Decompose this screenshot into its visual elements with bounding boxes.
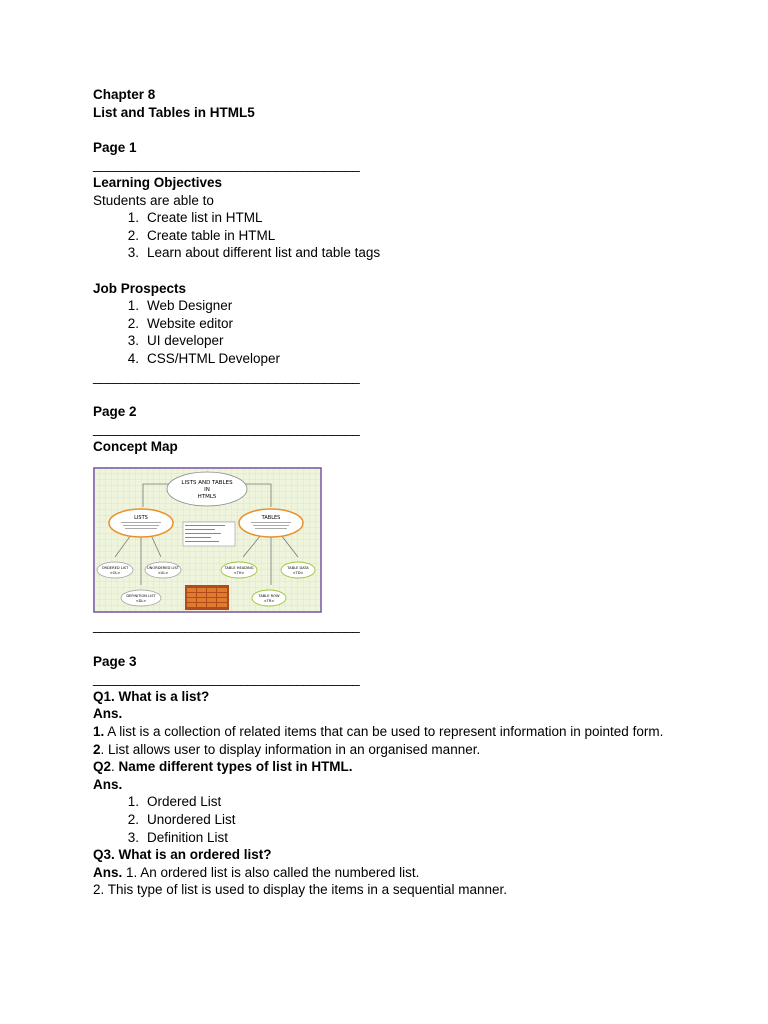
list-number: 2. [127, 227, 139, 243]
question-separator: . [111, 759, 119, 775]
divider-rule: ______________________________________ [93, 368, 360, 384]
list-text: Unordered List [147, 812, 236, 827]
concept-map-diagram [93, 467, 322, 613]
answer-3-point-2: 2. This type of list is used to display the items in a sequential manner. [93, 882, 507, 898]
sample-table-graphic [185, 585, 229, 610]
list-item [93, 350, 693, 368]
point-text: 1. An ordered list is also called the numbered list. [122, 864, 420, 880]
page2-label: Page 2 [93, 403, 137, 419]
lists-node [109, 509, 173, 537]
ordered-list-label: ORDERED LIST [101, 566, 129, 571]
list-text: Ordered List [147, 794, 222, 810]
question-1: Q1. What is a list? [93, 688, 210, 704]
list-number: 4. [127, 350, 139, 366]
list-item [93, 829, 693, 847]
list-number: 3. [127, 333, 139, 349]
table-data-label: TABLE DATA [287, 566, 309, 571]
root-label-line2: IN [204, 487, 210, 494]
list-text: Create table in HTML [147, 227, 276, 243]
page3-label: Page 3 [93, 653, 137, 669]
ordered-list-node [97, 562, 133, 578]
job-prospects-heading: Job Prospects [93, 280, 187, 296]
list-item [93, 227, 693, 245]
question-3: Q3. What is an ordered list? [93, 847, 272, 863]
list-number: 3. [127, 829, 139, 845]
root-node [167, 472, 247, 506]
point-text: . List allows user to display information in an organised manner. [100, 741, 481, 757]
list-text: Website editor [147, 315, 234, 331]
list-number: 1. [127, 210, 139, 226]
list-number: 2. [127, 812, 139, 827]
table-heading-tag: <TH> [233, 571, 245, 576]
answer-label: Ans. [93, 776, 123, 792]
table-data-tag: <TD> [292, 571, 304, 576]
table-row-node [252, 590, 286, 606]
code-example [183, 522, 235, 546]
list-number: 3. [127, 245, 139, 261]
page1-label: Page 1 [93, 139, 137, 155]
objectives-intro: Students are able to [93, 192, 214, 208]
divider-rule: ______________________________________ [93, 157, 360, 173]
divider-rule: ______________________________________ [93, 421, 360, 437]
list-item [93, 209, 693, 227]
list-number: 1. [127, 298, 139, 314]
question-2 [93, 758, 693, 776]
definition-list-label: DEFINITION LIST [126, 594, 156, 599]
definition-list-node [121, 590, 161, 606]
question-number: Q2 [93, 759, 112, 775]
list-item [93, 297, 693, 315]
tables-label: TABLES [261, 515, 281, 522]
point-text: A list is a collection of related items that can be used to represent information in pointed form. [104, 724, 664, 740]
divider-rule: ______________________________________ [93, 618, 360, 634]
chapter-number: Chapter 8 [93, 87, 156, 102]
list-item [93, 793, 693, 811]
question-text: Name different types of list in HTML. [118, 759, 353, 775]
tables-node [239, 509, 303, 537]
root-label-line1: LISTS AND TABLES [181, 480, 233, 487]
list-text: CSS/HTML Developer [147, 350, 281, 366]
learning-objectives-heading: Learning Objectives [93, 174, 223, 190]
table-row-tag: <TR> [263, 599, 275, 604]
ordered-list-tag: <OL> [109, 571, 121, 576]
unordered-list-label: UNORDERED LIST [147, 566, 179, 571]
chapter-title: List and Tables in HTML5 [93, 104, 255, 120]
divider-rule: ______________________________________ [93, 671, 360, 687]
list-item [93, 332, 693, 350]
list-item [93, 244, 693, 262]
answer-label: Ans. [93, 706, 123, 722]
concept-map-heading: Concept Map [93, 438, 178, 454]
list-number: 1. [127, 794, 139, 810]
table-data-node [281, 562, 315, 578]
definition-list-tag: <DL> [135, 599, 147, 604]
list-text: Web Designer [147, 298, 233, 314]
answer-1-point-1 [93, 723, 673, 741]
root-label-line3: HTML5 [197, 494, 217, 501]
list-number: 2. [127, 315, 139, 331]
point-number: 1. [93, 724, 105, 740]
answer-label: Ans. [93, 864, 123, 880]
answer-1-point-2 [93, 741, 693, 759]
unordered-list-tag: <UL> [157, 571, 169, 576]
table-heading-label: TABLE HEADING [224, 566, 254, 571]
concept-map-image [93, 467, 322, 613]
list-text: Learn about different list and table tags [147, 245, 381, 261]
table-row-label: TABLE ROW [258, 594, 280, 599]
document-content [93, 86, 693, 899]
point-number: 2 [93, 741, 101, 757]
list-item [93, 315, 693, 333]
list-text: Create list in HTML [147, 210, 263, 226]
list-text: UI developer [147, 333, 224, 349]
unordered-list-node [145, 562, 181, 578]
list-item [93, 811, 693, 829]
lists-label: LISTS [134, 515, 148, 522]
table-heading-node [221, 562, 257, 578]
answer-3-point-1 [93, 864, 693, 882]
list-text: Definition List [147, 829, 229, 845]
